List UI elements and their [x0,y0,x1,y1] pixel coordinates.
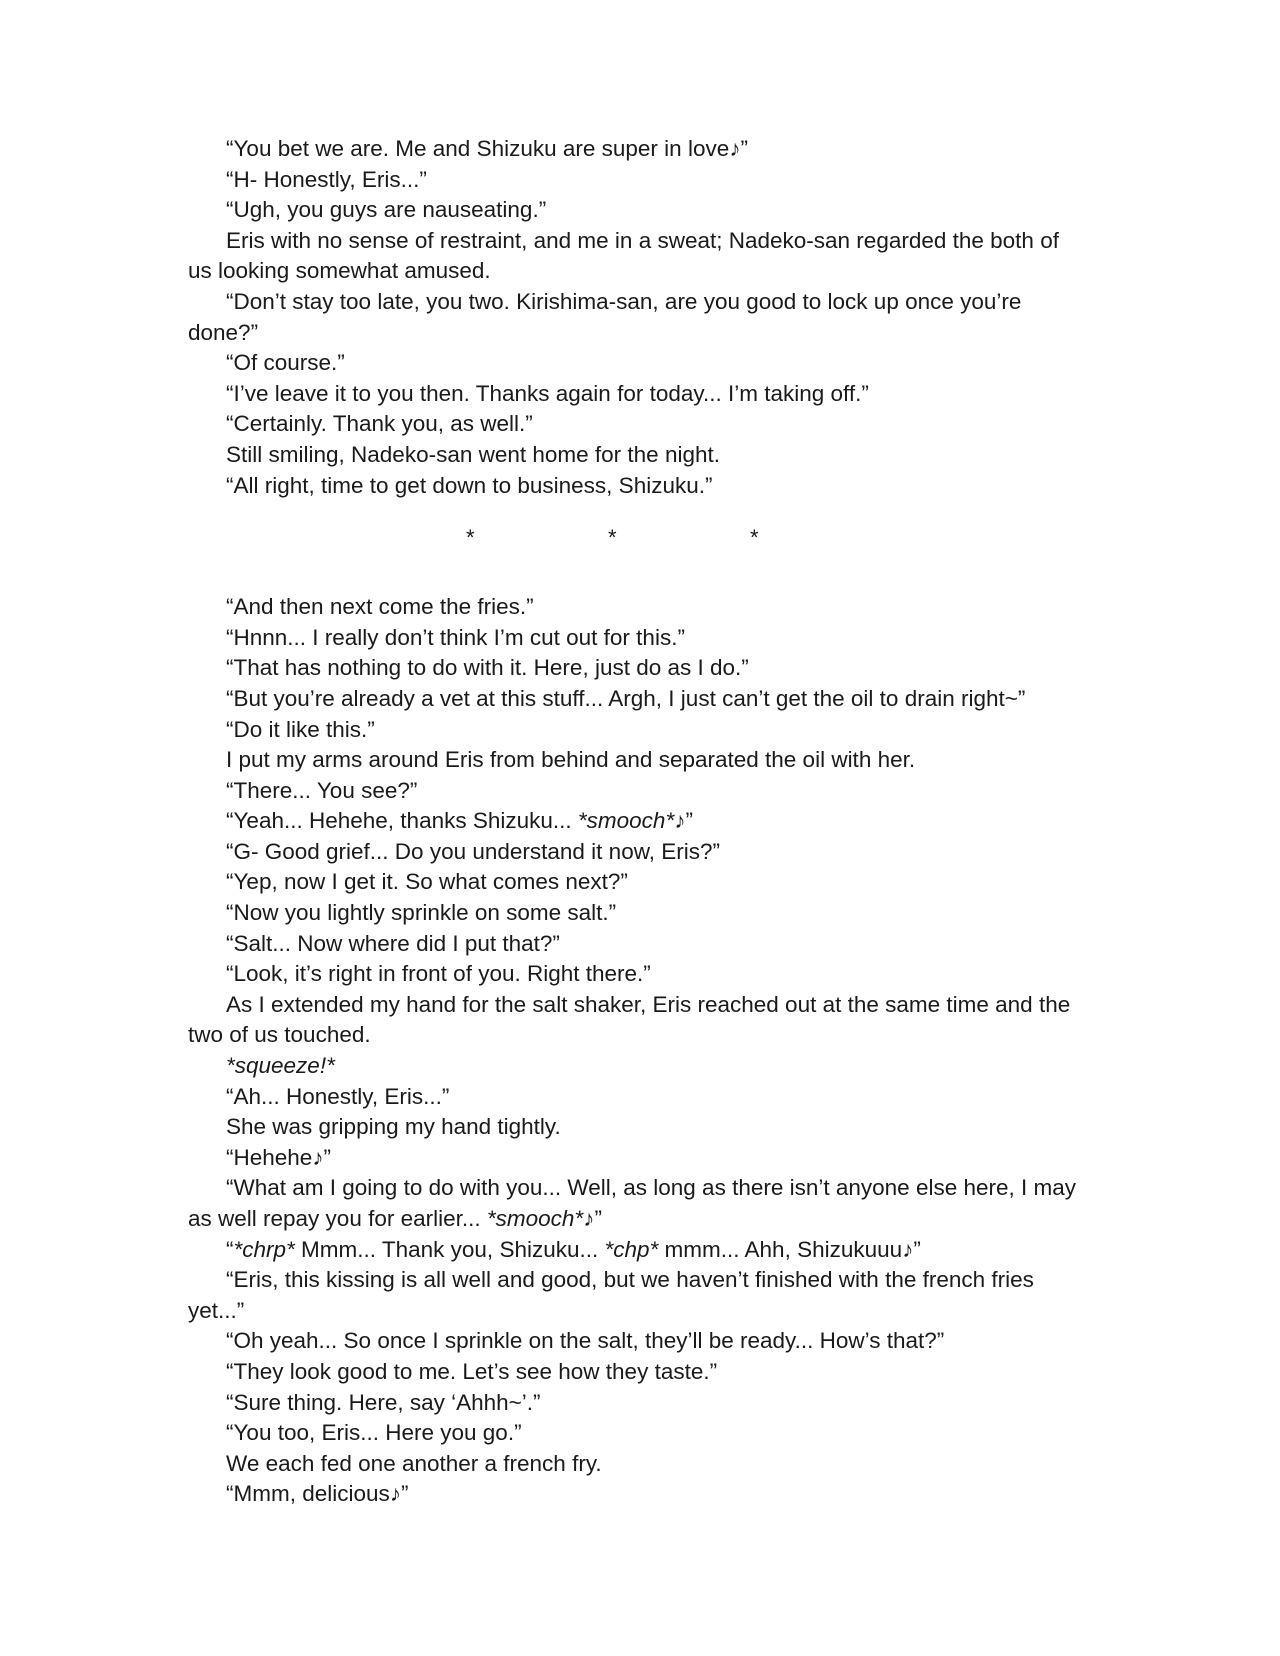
paragraph [188,379,1088,410]
paragraph [188,1143,1088,1174]
paragraph [188,959,1088,990]
paragraph [188,776,1088,807]
paragraph [188,715,1088,746]
paragraph [188,623,1088,654]
paragraph [188,1173,1088,1234]
scene-break-star: * [466,525,475,551]
paragraph [188,929,1088,960]
paragraph [188,471,1088,502]
text-run: “That has nothing to do with it. Here, just do as I do.” [226,655,749,681]
text-run: “Eris, this kissing is all well and good, but we haven’t finished with the french fries yet...” [188,1267,1034,1323]
text-run: “But you’re already a vet at this stuff... Argh, I just can’t get the oil to drain right~” [226,685,1026,711]
paragraph [188,440,1088,471]
paragraph [188,1265,1088,1326]
text-run: “What am I going to do with you... Well, as long as there isn’t anyone else here, I may as well repay you for earlier... [188,1175,1077,1231]
text-run: Mmm... Thank you, Shizuku... [294,1236,605,1262]
paragraph [188,1357,1088,1388]
paragraph [188,195,1088,226]
italic-text: *squeeze!* [226,1053,335,1079]
paragraph [188,409,1088,440]
paragraph [188,287,1088,348]
paragraph [188,837,1088,868]
paragraph [188,134,1088,165]
text-run: Eris with no sense of restraint, and me in a sweat; Nadeko-san regarded the both of us looking somewhat amused. [188,227,1059,284]
text-run: “Don’t stay too late, you two. Kirishima-san, are you good to lock up once you’re done?” [188,288,1022,345]
paragraph [188,653,1088,684]
text-run: “Ah... Honestly, Eris...” [226,1083,450,1109]
paragraph [188,684,1088,715]
text-run: “They look good to me. Let’s see how they taste.” [226,1358,718,1384]
text-run: “Of course.” [226,350,345,376]
italic-text: *smooch*♪ [577,808,686,834]
paragraph [188,592,1088,623]
text-run: “All right, time to get down to business, Shizuku.” [226,472,713,498]
paragraph [188,1235,1088,1266]
paragraph [188,806,1088,837]
text-run: “Hehehe♪” [226,1144,332,1170]
paragraph [188,745,1088,776]
text-run: ” [685,808,693,834]
text-run: “Oh yeah... So once I sprinkle on the salt, they’ll be ready... How’s that?” [226,1328,945,1354]
paragraph [188,348,1088,379]
text-run: She was gripping my hand tightly. [226,1114,561,1140]
section-2 [188,592,1088,1510]
scene-break-star: * [750,525,759,551]
text-run: “Now you lightly sprinkle on some salt.” [226,900,617,926]
text-run: Still smiling, Nadeko-san went home for the night. [226,441,720,467]
text-run: As I extended my hand for the salt shaker, Eris reached out at the same time and the two of us touched. [188,991,1071,1048]
text-run: “Yeah... Hehehe, thanks Shizuku... [226,808,578,834]
text-run: “ [226,1236,234,1262]
italic-text: *chrp* [233,1236,295,1262]
text-run: “Do it like this.” [226,716,375,742]
paragraph [188,1082,1088,1113]
text-run: “Look, it’s right in front of you. Right there.” [226,961,651,987]
text-column [188,134,1088,1510]
section-1 [188,134,1088,501]
text-run: “Hnnn... I really don’t think I’m cut out for this.” [226,624,685,650]
paragraph [188,898,1088,929]
text-run: I put my arms around Eris from behind and separated the oil with her. [226,747,916,773]
text-run: “Yep, now I get it. So what comes next?” [226,869,628,895]
text-run: “I’ve leave it to you then. Thanks again for today... I’m taking off.” [226,380,869,406]
text-run: “Ugh, you guys are nauseating.” [226,197,547,223]
paragraph [188,1051,1088,1082]
text-run: “And then next come the fries.” [226,594,534,620]
text-run: mmm... Ahh, Shizukuuu♪” [658,1236,921,1262]
paragraph [188,165,1088,196]
text-run: “Mmm, delicious♪” [226,1481,409,1507]
paragraph [188,1326,1088,1357]
text-run: “H- Honestly, Eris...” [226,166,427,192]
paragraph [188,990,1088,1051]
text-run: “Salt... Now where did I put that?” [226,930,560,956]
paragraph [188,1112,1088,1143]
text-run: “Sure thing. Here, say ‘Ahhh~’.” [226,1389,541,1415]
text-run: “You bet we are. Me and Shizuku are super in love♪” [226,136,748,161]
text-run: “Certainly. Thank you, as well.” [226,411,533,437]
paragraph [188,1418,1088,1449]
paragraph [188,867,1088,898]
text-run: “There... You see?” [226,777,418,803]
paragraph [188,226,1088,287]
scene-break [188,501,1088,592]
italic-text: *chp* [604,1236,659,1262]
text-run: ” [594,1206,602,1231]
text-run: “G- Good grief... Do you understand it now, Eris?” [226,838,720,864]
paragraph [188,1449,1088,1480]
text-run: “You too, Eris... Here you go.” [226,1420,522,1446]
scene-break-star: * [608,525,617,551]
paragraph [188,1388,1088,1419]
text-run: We each fed one another a french fry. [226,1450,602,1476]
italic-text: *smooch*♪ [486,1206,595,1231]
paragraph [188,1479,1088,1510]
